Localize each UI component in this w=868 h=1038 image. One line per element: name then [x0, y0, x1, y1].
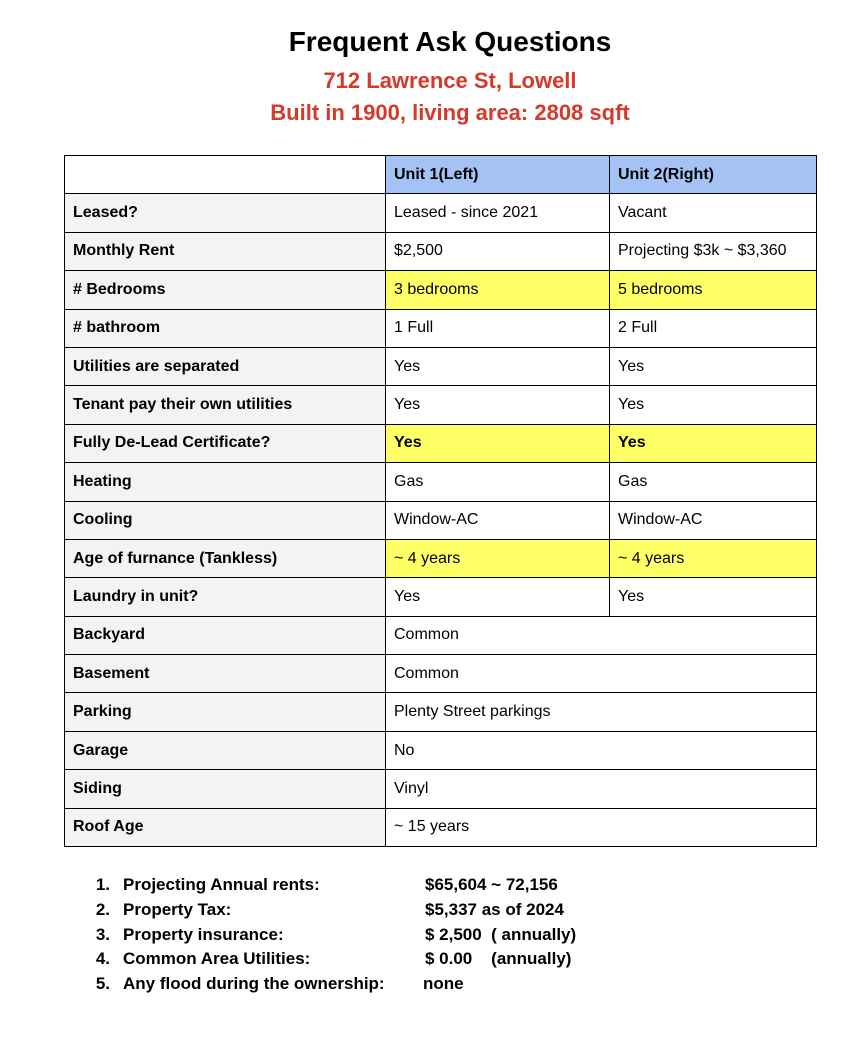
- list-item-number: 3.: [95, 924, 110, 944]
- list-item-label: Projecting Annual rents:: [123, 875, 320, 894]
- shared-value: Common: [386, 655, 817, 693]
- unit2-value: Yes: [610, 347, 817, 385]
- unit2-value: Yes: [610, 424, 817, 462]
- table-row: [65, 731, 817, 769]
- table-row: [65, 347, 817, 385]
- list-item-number: 5.: [95, 974, 110, 994]
- property-built-info: Built in 1900, living area: 2808 sqft: [270, 100, 630, 125]
- table-row: [65, 309, 817, 347]
- row-label: Parking: [65, 693, 386, 731]
- row-label: Roof Age: [65, 808, 386, 846]
- header-unit1: Unit 1(Left): [386, 156, 610, 194]
- row-label: Monthly Rent: [65, 232, 386, 270]
- header-unit2: Unit 2(Right): [610, 156, 817, 194]
- list-item-label: Property Tax:: [123, 899, 232, 919]
- unit1-value: Window-AC: [386, 501, 610, 539]
- row-label: Utilities are separated: [65, 347, 386, 385]
- unit2-value: ~ 4 years: [610, 539, 817, 577]
- unit1-value: Gas: [386, 463, 610, 501]
- faq-table: [64, 155, 817, 847]
- table-row: [65, 693, 817, 731]
- list-item-value: $ 0.00 (annually): [425, 949, 572, 969]
- list-item-value: $ 2,500 ( annually): [425, 924, 577, 944]
- unit2-value: 5 bedrooms: [610, 271, 817, 309]
- row-label: Siding: [65, 770, 386, 808]
- shared-value: ~ 15 years: [386, 808, 817, 846]
- row-label: Leased?: [65, 194, 386, 232]
- property-address: 712 Lawrence St, Lowell: [323, 68, 577, 93]
- list-item-value: $65,604 ~ 72,156: [425, 875, 558, 894]
- row-label: # Bedrooms: [65, 271, 386, 309]
- unit1-value: $2,500: [386, 232, 610, 270]
- row-label: Tenant pay their own utilities: [65, 386, 386, 424]
- unit2-value: Window-AC: [610, 501, 817, 539]
- row-label: Basement: [65, 655, 386, 693]
- row-label: Fully De-Lead Certificate?: [65, 424, 386, 462]
- table-row: [65, 616, 817, 654]
- row-label: Backyard: [65, 616, 386, 654]
- list-item-number: 4.: [95, 949, 110, 969]
- unit2-value: Gas: [610, 463, 817, 501]
- table-row-highlighted: [65, 424, 817, 462]
- table-row: [65, 501, 817, 539]
- unit1-value: Yes: [386, 347, 610, 385]
- list-item-value: none: [423, 974, 464, 994]
- table-row: [65, 386, 817, 424]
- table-row: [65, 194, 817, 232]
- unit2-value: Projecting $3k ~ $3,360: [610, 232, 817, 270]
- table-header-row: [65, 156, 817, 194]
- unit1-value: Yes: [386, 578, 610, 616]
- unit1-value: Yes: [386, 386, 610, 424]
- table-row-highlighted: [65, 539, 817, 577]
- unit2-value: 2 Full: [610, 309, 817, 347]
- shared-value: Plenty Street parkings: [386, 693, 817, 731]
- table-row-highlighted: [65, 271, 817, 309]
- page-title: Frequent Ask Questions: [288, 26, 612, 57]
- row-label: Age of furnance (Tankless): [65, 539, 386, 577]
- row-label: Garage: [65, 731, 386, 769]
- unit1-value: 1 Full: [386, 309, 610, 347]
- shared-value: No: [386, 731, 817, 769]
- table-row: [65, 232, 817, 270]
- unit1-value: Leased - since 2021: [386, 194, 610, 232]
- unit2-value: Yes: [610, 386, 817, 424]
- unit1-value: ~ 4 years: [386, 539, 610, 577]
- list-item-label: Any flood during the ownership:: [123, 974, 385, 994]
- list-item-number: 1.: [95, 875, 110, 894]
- table-row: [65, 463, 817, 501]
- list-item-number: 2.: [95, 899, 110, 919]
- row-label: # bathroom: [65, 309, 386, 347]
- table-row: [65, 655, 817, 693]
- row-label: Laundry in unit?: [65, 578, 386, 616]
- shared-value: Common: [386, 616, 817, 654]
- list-item-value: $5,337 as of 2024: [425, 899, 564, 919]
- row-label: Cooling: [65, 501, 386, 539]
- unit2-value: Vacant: [610, 194, 817, 232]
- table-row: [65, 578, 817, 616]
- row-label: Heating: [65, 463, 386, 501]
- table-row: [65, 770, 817, 808]
- unit1-value: 3 bedrooms: [386, 271, 610, 309]
- list-item-label: Property insurance:: [123, 924, 284, 944]
- unit1-value: Yes: [386, 424, 610, 462]
- list-item-label: Common Area Utilities:: [123, 949, 311, 969]
- shared-value: Vinyl: [386, 770, 817, 808]
- table-row: [65, 808, 817, 846]
- header-label-cell: [65, 156, 386, 194]
- unit2-value: Yes: [610, 578, 817, 616]
